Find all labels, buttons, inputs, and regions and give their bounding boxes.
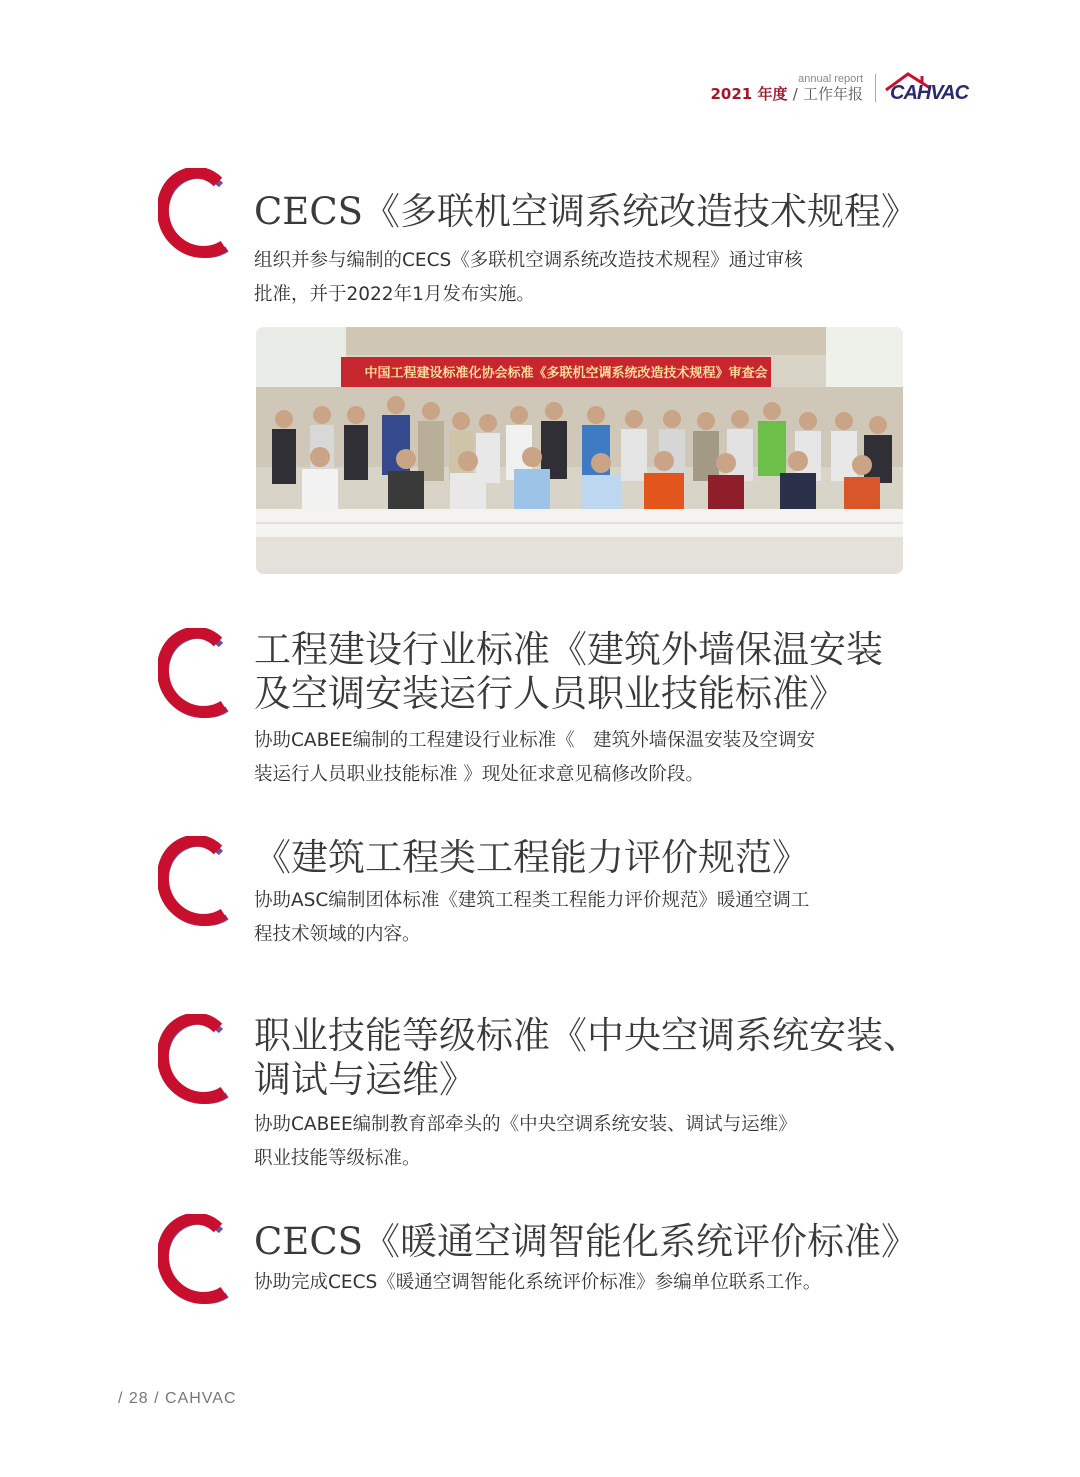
header-year: 2021 年度	[710, 85, 788, 103]
title-line: 工程建设行业标准《建筑外墙保温安装	[254, 628, 883, 671]
section-description	[254, 244, 928, 312]
logo-text: CAHVAC	[890, 82, 969, 104]
big-c-icon	[158, 1014, 230, 1104]
header-text	[710, 73, 863, 103]
description-line: 协助完成CECS《暖通空调智能化系统评价标准》参编单位联系工作。	[254, 1272, 822, 1293]
section-description	[254, 884, 928, 952]
description-line: 职业技能等级标准。	[254, 1148, 421, 1169]
cahvac-logo	[882, 70, 970, 106]
big-c-icon	[158, 628, 230, 718]
section-description	[254, 724, 928, 792]
description-line: 协助CABEE编制的工程建设行业标准《 建筑外墙保温安装及空调安	[254, 730, 816, 751]
big-c-icon	[158, 836, 230, 926]
description-line: 组织并参与编制的CECS《多联机空调系统改造技术规程》通过审核	[254, 250, 803, 271]
section-description	[254, 1108, 928, 1176]
section-description	[254, 1266, 928, 1300]
description-line: 装运行人员职业技能标准 》现处征求意见稿修改阶段。	[254, 764, 704, 785]
description-line: 批准，并于2022年1月发布实施。	[254, 284, 535, 305]
page-number-footer: / 28 / CAHVAC	[118, 1390, 237, 1407]
header-report: 工作年报	[802, 85, 863, 103]
meeting-group-photo	[256, 327, 903, 574]
page-header	[710, 68, 970, 108]
big-c-icon	[158, 168, 230, 258]
header-title	[710, 85, 863, 103]
section-title	[254, 628, 928, 716]
header-subtitle: annual report	[798, 73, 863, 85]
header-slash: /	[792, 85, 798, 103]
title-line: 职业技能等级标准《中央空调系统安装、	[254, 1014, 920, 1057]
section-title: CECS《多联机空调系统改造技术规程》	[254, 190, 918, 233]
description-line: 协助CABEE编制教育部牵头的《中央空调系统安装、调试与运维》	[254, 1114, 797, 1135]
section-title: CECS《暖通空调智能化系统评价标准》	[254, 1220, 918, 1263]
title-line: 调试与运维》	[254, 1058, 476, 1101]
section-title: 《建筑工程类工程能力评价规范》	[254, 836, 809, 879]
title-line: 及空调安装运行人员职业技能标准》	[254, 672, 846, 715]
photo-banner-text: 中国工程建设标准化协会标准《多联机空调系统改造技术规程》审查会	[364, 366, 768, 381]
big-c-icon	[158, 1214, 230, 1304]
description-line: 协助ASC编制团体标准《建筑工程类工程能力评价规范》暖通空调工	[254, 890, 810, 911]
description-line: 程技术领域的内容。	[254, 924, 421, 945]
header-divider	[875, 74, 876, 102]
section-title	[254, 1014, 928, 1102]
